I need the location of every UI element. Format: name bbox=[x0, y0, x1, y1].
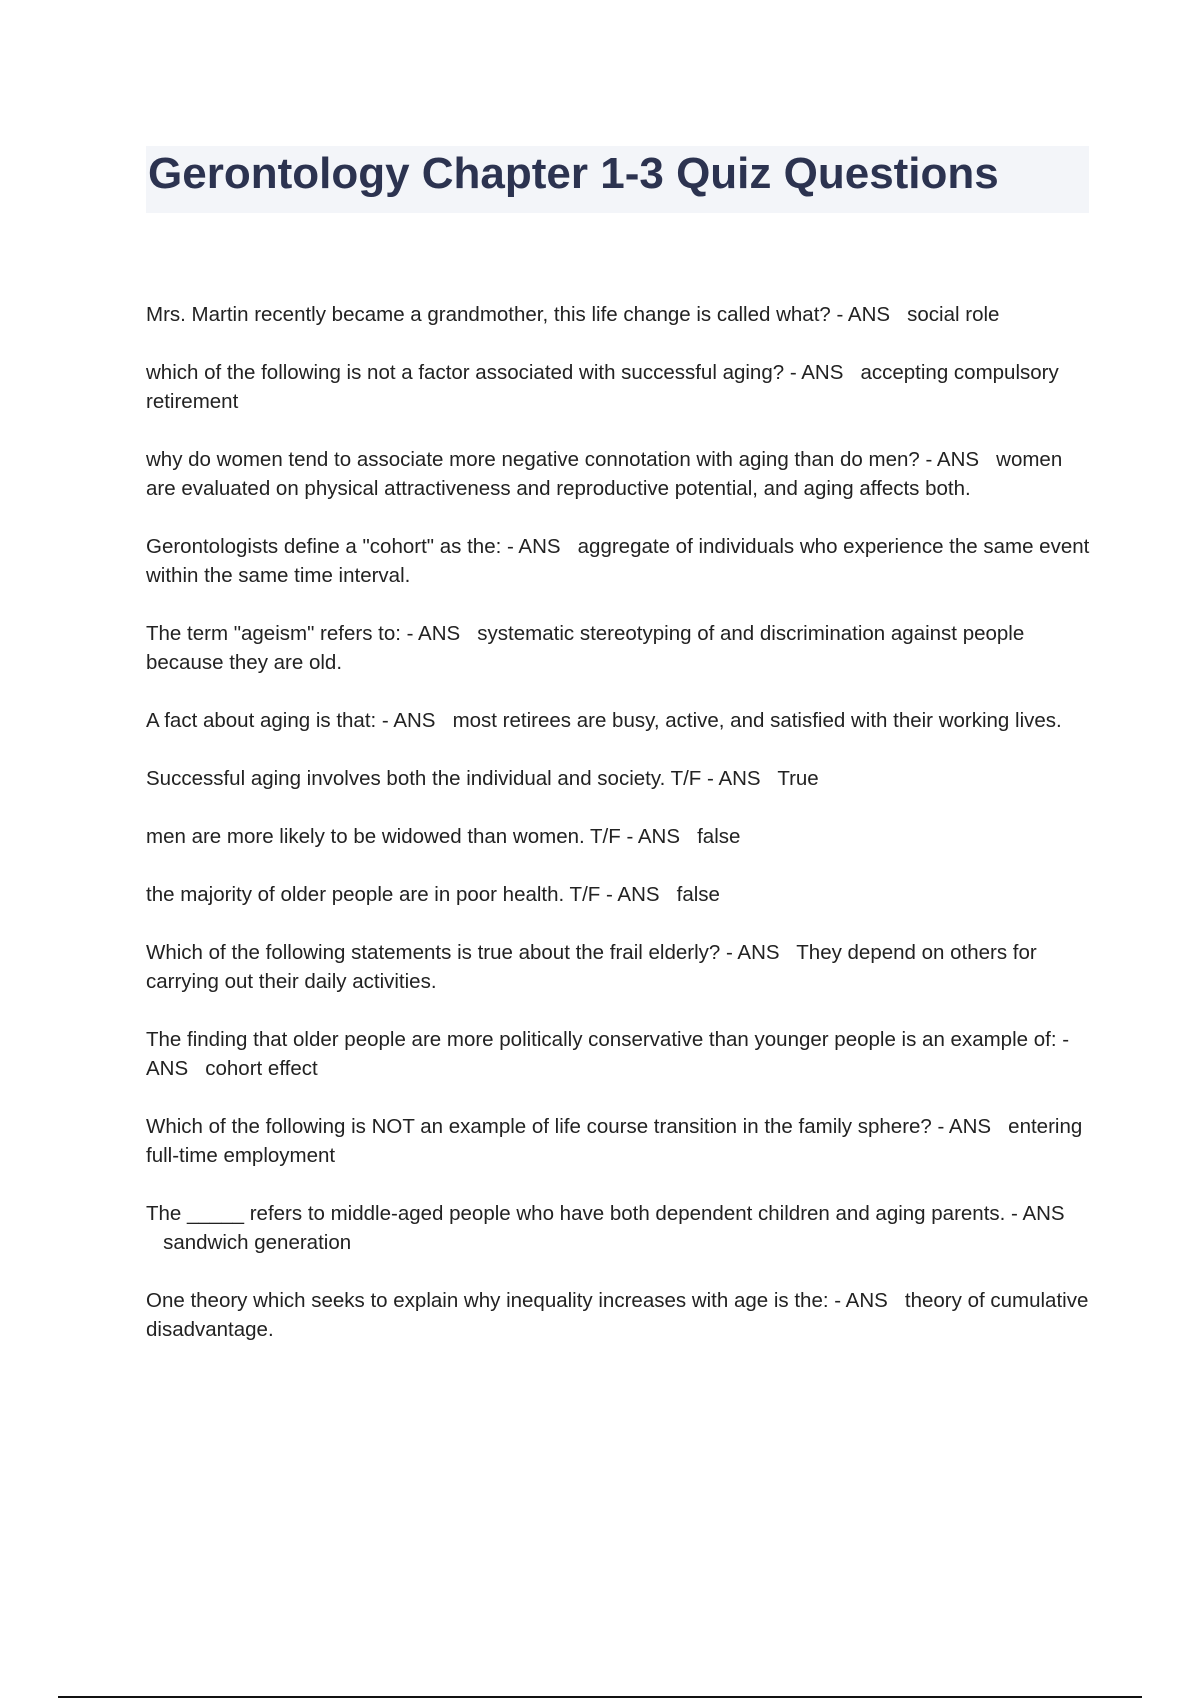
answer-text: accepting compulsory retirement bbox=[146, 361, 1059, 413]
answer-marker: - ANS bbox=[726, 941, 780, 964]
question-text: The finding that older people are more politically conservative than younger people is an example of: bbox=[146, 1028, 1057, 1051]
question-text: men are more likely to be widowed than women. T/F bbox=[146, 825, 621, 848]
question-text: Which of the following is NOT an example of life course transition in the family sphere? bbox=[146, 1115, 932, 1138]
answer-text: systematic stereotyping of and discrimination against people because they are old. bbox=[146, 622, 1025, 674]
answer-text: false bbox=[697, 825, 741, 848]
qa-item bbox=[146, 358, 1091, 416]
answer-text: theory of cumulative disadvantage. bbox=[146, 1289, 1089, 1341]
answer-marker: - ANS bbox=[507, 535, 561, 558]
answer-text: sandwich generation bbox=[163, 1231, 352, 1254]
qa-item bbox=[146, 822, 1091, 851]
answer-text: They depend on others for carrying out their daily activities. bbox=[146, 941, 1037, 993]
qa-item bbox=[146, 880, 1091, 909]
qa-item bbox=[146, 706, 1091, 735]
qa-item bbox=[146, 619, 1091, 677]
qa-item bbox=[146, 1112, 1091, 1170]
answer-marker: - ANS bbox=[1011, 1202, 1065, 1225]
footer-divider bbox=[58, 1696, 1142, 1698]
question-text: why do women tend to associate more negative connotation with aging than do men? bbox=[146, 448, 920, 471]
answer-marker: - ANS bbox=[406, 622, 461, 645]
qa-item bbox=[146, 300, 1091, 329]
question-text: Gerontologists define a "cohort" as the: bbox=[146, 535, 502, 558]
answer-text: most retirees are busy, active, and satisfied with their working lives. bbox=[452, 709, 1062, 732]
answer-marker: - ANS bbox=[381, 709, 436, 732]
answer-text: false bbox=[676, 883, 720, 906]
answer-text: True bbox=[777, 767, 819, 790]
qa-item bbox=[146, 764, 1091, 793]
answer-text: aggregate of individuals who experience the same event within the same time interval. bbox=[146, 535, 1090, 587]
answer-marker: - ANS bbox=[606, 883, 660, 906]
qa-list bbox=[146, 300, 1091, 1373]
qa-item bbox=[146, 445, 1091, 503]
question-text: which of the following is not a factor associated with successful aging? bbox=[146, 361, 785, 384]
page-title: Gerontology Chapter 1-3 Quiz Questions bbox=[148, 149, 999, 198]
question-text: The _____ refers to middle-aged people who have both dependent children and aging parents. bbox=[146, 1202, 1006, 1225]
qa-item bbox=[146, 938, 1091, 996]
question-text: Which of the following statements is true about the frail elderly? bbox=[146, 941, 721, 964]
answer-marker: - ANS bbox=[925, 448, 980, 471]
answer-marker: - ANS bbox=[789, 361, 844, 384]
answer-text: cohort effect bbox=[205, 1057, 318, 1080]
question-text: Successful aging involves both the individual and society. T/F bbox=[146, 767, 702, 790]
answer-text: women are evaluated on physical attractiveness and reproductive potential, and aging affects both. bbox=[146, 448, 1063, 500]
question-text: the majority of older people are in poor health. T/F bbox=[146, 883, 601, 906]
answer-text: entering full-time employment bbox=[146, 1115, 1083, 1167]
question-text: One theory which seeks to explain why inequality increases with age is the: bbox=[146, 1289, 829, 1312]
question-text: A fact about aging is that: bbox=[146, 709, 377, 732]
answer-marker: - ANS bbox=[834, 1289, 888, 1312]
qa-item bbox=[146, 1025, 1091, 1083]
answer-marker: - ANS bbox=[836, 303, 891, 326]
title-banner bbox=[146, 146, 1089, 213]
qa-item bbox=[146, 1199, 1091, 1257]
answer-marker: - ANS bbox=[707, 767, 761, 790]
question-text: Mrs. Martin recently became a grandmother, this life change is called what? bbox=[146, 303, 831, 326]
answer-text: social role bbox=[907, 303, 1000, 326]
answer-marker: - ANS bbox=[937, 1115, 992, 1138]
answer-marker: - ANS bbox=[626, 825, 681, 848]
qa-item bbox=[146, 532, 1091, 590]
question-text: The term "ageism" refers to: bbox=[146, 622, 401, 645]
qa-item bbox=[146, 1286, 1091, 1344]
answer-marker: - ANS bbox=[146, 1028, 1070, 1080]
